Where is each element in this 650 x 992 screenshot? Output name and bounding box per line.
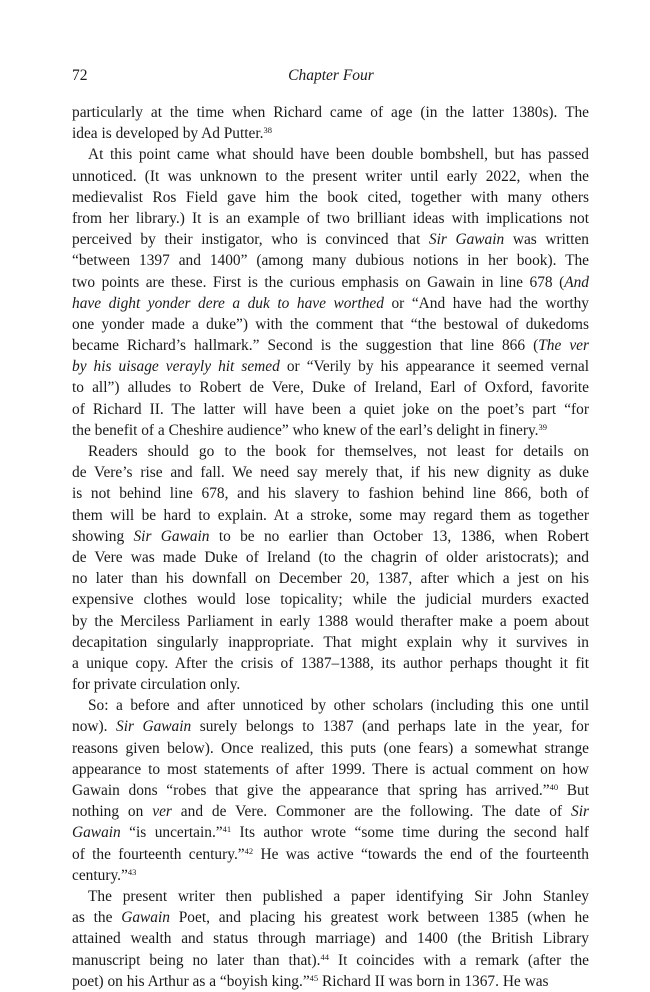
- text-line: [72, 102, 589, 123]
- text-run: century.”: [72, 866, 128, 884]
- text-run: decapitation singularly inappropriate. That might explain why it survives in: [72, 633, 589, 651]
- text-run: de Vere was made Duke of Ireland (to the chagrin of older aristocrats); and: [72, 548, 589, 566]
- italic-title: Gawain: [121, 909, 170, 927]
- text-run: expensive clothes would lose topicality; while the judicial murders exacted: [72, 591, 589, 609]
- text-run: as the: [72, 909, 122, 927]
- text-run: Readers should go to the book for themselves, not least for details on: [88, 443, 589, 460]
- text-run: one yonder made a duke”) with the comment that “the bestowal of dukedoms: [72, 315, 589, 333]
- text-run: is not behind line 678, and his slavery to fashion behind line 866, both of: [72, 485, 589, 503]
- page-header: [72, 65, 590, 87]
- text-line: [72, 716, 589, 737]
- text-run: Richard II was born in 1367. He was: [318, 972, 549, 990]
- text-run: So: a before and after unnoticed by other scholars (including this one until: [88, 697, 589, 715]
- text-line: [72, 335, 589, 356]
- footnote-ref: 44: [320, 951, 330, 962]
- italic-title: Sir Gawain: [116, 718, 192, 736]
- text-line: [72, 822, 589, 843]
- italic-title: Sir Gawain: [428, 231, 505, 249]
- text-run: Its author wrote “some time during the second half: [231, 824, 589, 842]
- text-line: [72, 505, 589, 526]
- text-run: for private circulation only.: [72, 676, 241, 694]
- text-line: [72, 611, 589, 632]
- italic-title: The ver: [538, 337, 589, 355]
- text-run: of Richard II. The latter will have been a quiet joke on the poet’s part “for: [72, 400, 589, 418]
- text-line: [72, 928, 589, 949]
- text-run: He was active “towards the end of the fourteenth: [253, 845, 590, 863]
- text-run: attained wealth and status through marriage) and 1400 (the British Library: [72, 930, 589, 948]
- text-run: perceived by their instigator, who is convinced that: [72, 231, 429, 249]
- text-run: from her library.) It is an example of two brilliant ideas with implications not: [72, 209, 589, 227]
- italic-title: by his uisage verayly hit semed: [72, 358, 280, 376]
- text-line: [72, 356, 589, 377]
- italic-title: Gawain: [72, 824, 121, 842]
- text-run: At this point came what should have been double bombshell, but has passed: [88, 146, 589, 164]
- text-run: Gawain dons “robes that give the appearance that spring has arrived.”: [72, 782, 550, 799]
- text-line: [72, 568, 589, 589]
- text-run: de Vere’s rise and fall. We need say merely that, if his new dignity as duke: [72, 464, 589, 482]
- text-run: showing: [72, 527, 134, 545]
- footnote-ref: 39: [538, 421, 548, 432]
- text-run: manuscript being no later than that).: [72, 951, 321, 969]
- text-run: was written: [504, 231, 589, 249]
- text-run: poet) on his Arthur as a “boyish king.”: [72, 972, 310, 990]
- text-run: The present writer then published a paper identifying Sir John Stanley: [88, 887, 589, 905]
- text-line: [72, 547, 589, 568]
- text-run: idea is developed by Ad Putter.: [72, 125, 264, 143]
- footnote-ref: 40: [549, 782, 559, 792]
- text-run: the benefit of a Cheshire audience” who knew of the earl’s delight in finery.: [72, 421, 539, 439]
- text-line: [72, 123, 589, 144]
- text-line: [72, 293, 589, 314]
- text-run: Poet, and placing his greatest work between 1385 (when he: [169, 909, 590, 927]
- text-run: “is uncertain.”: [120, 824, 223, 842]
- running-head: Chapter Four: [288, 67, 374, 84]
- text-line: [72, 420, 589, 441]
- text-run: medievalist Ros Field gave him the book cited, together with many others: [72, 188, 589, 206]
- text-line: [72, 801, 589, 822]
- footnote-ref: 43: [127, 866, 137, 877]
- italic-title: Sir: [571, 803, 589, 821]
- page-number: 72: [72, 67, 88, 84]
- text-line: [72, 674, 589, 695]
- italic-title: Sir Gawain: [133, 527, 210, 545]
- text-line: [72, 632, 589, 653]
- text-line: [72, 399, 589, 420]
- text-run: “between 1397 and 1400” (among many dubious notions in her book). The: [72, 252, 589, 270]
- text-run: to be no earlier than October 13, 1386, when Robert: [209, 527, 589, 545]
- text-run: and de Vere. Commoner are the following. The date of: [171, 803, 572, 821]
- text-run: reasons given below). Once realized, this puts (one fears) a somewhat strange: [72, 739, 589, 757]
- text-line: [72, 738, 589, 759]
- text-line: [72, 441, 589, 462]
- text-line: [72, 865, 589, 886]
- text-run: by the Merciless Parliament in early 1388 would therafter make a poem about: [72, 612, 589, 630]
- text-line: [72, 907, 589, 928]
- italic-title: ver: [152, 803, 172, 821]
- text-line: [72, 272, 589, 293]
- text-line: [72, 229, 589, 250]
- text-line: [72, 695, 589, 716]
- text-line: [72, 250, 589, 271]
- text-run: to all”) alludes to Robert de Vere, Duke of Ireland, Earl of Oxford, favorite: [72, 379, 589, 397]
- text-run: appearance to most statements of after 1999. There is actual comment on how: [72, 760, 589, 778]
- text-line: [72, 187, 589, 208]
- text-line: [72, 886, 589, 907]
- footnote-ref: 42: [244, 845, 254, 856]
- footnote-ref: 41: [222, 824, 232, 835]
- text-run: or “And have had the worthy: [383, 294, 590, 312]
- text-line: [72, 653, 589, 674]
- text-run: became Richard’s hallmark.” Second is the suggestion that line 866 (: [72, 337, 539, 355]
- text-line: [72, 971, 589, 992]
- text-run: a unique copy. After the crisis of 1387–1388, its author perhaps thought it fit: [72, 654, 589, 672]
- text-line: [72, 526, 589, 547]
- text-line: [72, 483, 589, 504]
- italic-title: have dight yonder dere a duk to have worthed: [72, 294, 384, 312]
- text-line: [72, 208, 589, 229]
- text-run: two points are these. First is the curious emphasis on Gawain in line 678 (: [72, 273, 565, 291]
- footnote-ref: 38: [263, 125, 272, 136]
- text-run: surely belongs to 1387 (and perhaps late in the year, for: [191, 718, 589, 736]
- text-run: now).: [72, 718, 116, 736]
- italic-title: And: [564, 273, 589, 291]
- text-run: nothing on: [72, 803, 153, 821]
- text-line: [72, 780, 589, 801]
- footnote-ref: 45: [309, 972, 319, 983]
- text-line: [72, 166, 589, 187]
- text-run: or “Verily by his appearance it seemed vernal: [279, 358, 590, 376]
- text-run: them will be hard to explain. At a stroke, some may regard them as together: [72, 506, 589, 524]
- text-line: [72, 759, 589, 780]
- text-line: [72, 589, 589, 610]
- text-line: [72, 844, 589, 865]
- text-run: no later than his downfall on December 20, 1387, after which a jest on his: [72, 570, 589, 588]
- text-run: It coincides with a remark (after the: [329, 951, 589, 969]
- text-line: [72, 377, 589, 398]
- text-line: [72, 144, 589, 165]
- body-text: [72, 102, 589, 992]
- text-run: But: [558, 782, 589, 799]
- text-run: unnoticed. (It was unknown to the present writer until early 2022, when the: [72, 167, 589, 185]
- text-line: [72, 314, 589, 335]
- text-line: [72, 950, 589, 971]
- text-run: particularly at the time when Richard came of age (in the latter 1380s). The: [72, 104, 589, 121]
- text-line: [72, 462, 589, 483]
- text-run: of the fourteenth century.”: [72, 845, 245, 863]
